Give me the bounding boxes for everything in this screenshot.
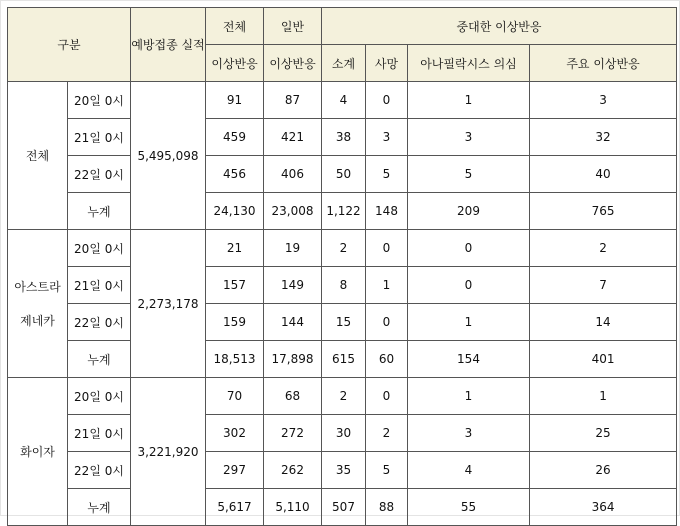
anaphylaxis-cell: 154 <box>408 341 530 378</box>
death-cell: 0 <box>366 378 408 415</box>
header-anaphylaxis: 아나필락시스 의심 <box>408 45 530 82</box>
period-cell: 21일 0시 <box>68 267 131 304</box>
anaphylaxis-cell: 0 <box>408 267 530 304</box>
total-cell: 70 <box>206 378 264 415</box>
general-cell: 406 <box>264 156 322 193</box>
table-row <box>8 230 677 267</box>
period-cell: 누계 <box>68 489 131 526</box>
major-cell: 32 <box>530 119 677 156</box>
total-cell: 18,513 <box>206 341 264 378</box>
anaphylaxis-cell: 1 <box>408 378 530 415</box>
table-row <box>8 452 677 489</box>
sum-cell: 38 <box>322 119 366 156</box>
anaphylaxis-cell: 5 <box>408 156 530 193</box>
anaphylaxis-cell: 3 <box>408 415 530 452</box>
general-cell: 17,898 <box>264 341 322 378</box>
general-cell: 149 <box>264 267 322 304</box>
header-total-line1: 전체 <box>206 8 264 45</box>
table-row <box>8 489 677 526</box>
table-row <box>8 267 677 304</box>
total-cell: 302 <box>206 415 264 452</box>
sum-cell: 50 <box>322 156 366 193</box>
group-label-line2: 제네카 <box>20 313 55 328</box>
death-cell: 0 <box>366 230 408 267</box>
death-cell: 0 <box>366 304 408 341</box>
sum-cell: 2 <box>322 230 366 267</box>
group-label-line1: 화이자 <box>20 444 55 459</box>
anaphylaxis-cell: 1 <box>408 304 530 341</box>
general-cell: 144 <box>264 304 322 341</box>
table-row <box>8 415 677 452</box>
major-cell: 7 <box>530 267 677 304</box>
death-cell: 5 <box>366 156 408 193</box>
sum-cell: 4 <box>322 82 366 119</box>
period-cell: 누계 <box>68 193 131 230</box>
period-cell: 21일 0시 <box>68 415 131 452</box>
vaccination-cell: 5,495,098 <box>131 82 206 230</box>
total-cell: 21 <box>206 230 264 267</box>
death-cell: 2 <box>366 415 408 452</box>
header-vaccination: 예방접종 실적 <box>131 8 206 82</box>
sum-cell: 35 <box>322 452 366 489</box>
header-total-line2: 이상반응 <box>206 45 264 82</box>
table-row <box>8 119 677 156</box>
header-category: 구분 <box>8 8 131 82</box>
total-cell: 297 <box>206 452 264 489</box>
period-cell: 22일 0시 <box>68 156 131 193</box>
major-cell: 3 <box>530 82 677 119</box>
header-sum: 소계 <box>322 45 366 82</box>
general-cell: 5,110 <box>264 489 322 526</box>
death-cell: 148 <box>366 193 408 230</box>
sum-cell: 507 <box>322 489 366 526</box>
table-row <box>8 341 677 378</box>
period-cell: 20일 0시 <box>68 82 131 119</box>
general-cell: 23,008 <box>264 193 322 230</box>
total-cell: 159 <box>206 304 264 341</box>
total-cell: 5,617 <box>206 489 264 526</box>
anaphylaxis-cell: 1 <box>408 82 530 119</box>
group-label-line1: 아스트라 <box>14 279 61 294</box>
total-cell: 157 <box>206 267 264 304</box>
period-cell: 20일 0시 <box>68 378 131 415</box>
vaccination-cell: 2,273,178 <box>131 230 206 378</box>
group-label <box>8 230 68 378</box>
sum-cell: 1,122 <box>322 193 366 230</box>
sum-cell: 2 <box>322 378 366 415</box>
period-cell: 22일 0시 <box>68 452 131 489</box>
sum-cell: 615 <box>322 341 366 378</box>
header-general-line2: 이상반응 <box>264 45 322 82</box>
period-cell: 22일 0시 <box>68 304 131 341</box>
death-cell: 60 <box>366 341 408 378</box>
vaccination-cell: 3,221,920 <box>131 378 206 526</box>
adverse-reaction-table <box>7 7 677 526</box>
death-cell: 88 <box>366 489 408 526</box>
anaphylaxis-cell: 209 <box>408 193 530 230</box>
table-row <box>8 378 677 415</box>
anaphylaxis-cell: 3 <box>408 119 530 156</box>
table-body <box>8 82 677 526</box>
major-cell: 401 <box>530 341 677 378</box>
death-cell: 3 <box>366 119 408 156</box>
table-row <box>8 156 677 193</box>
header-serious: 중대한 이상반응 <box>322 8 677 45</box>
death-cell: 5 <box>366 452 408 489</box>
sum-cell: 8 <box>322 267 366 304</box>
total-cell: 91 <box>206 82 264 119</box>
table-row <box>8 304 677 341</box>
sum-cell: 30 <box>322 415 366 452</box>
major-cell: 2 <box>530 230 677 267</box>
period-cell: 21일 0시 <box>68 119 131 156</box>
general-cell: 272 <box>264 415 322 452</box>
major-cell: 25 <box>530 415 677 452</box>
general-cell: 19 <box>264 230 322 267</box>
major-cell: 26 <box>530 452 677 489</box>
death-cell: 1 <box>366 267 408 304</box>
general-cell: 262 <box>264 452 322 489</box>
general-cell: 87 <box>264 82 322 119</box>
anaphylaxis-cell: 0 <box>408 230 530 267</box>
major-cell: 40 <box>530 156 677 193</box>
total-cell: 456 <box>206 156 264 193</box>
header-major: 주요 이상반응 <box>530 45 677 82</box>
total-cell: 459 <box>206 119 264 156</box>
death-cell: 0 <box>366 82 408 119</box>
general-cell: 421 <box>264 119 322 156</box>
table-row <box>8 82 677 119</box>
anaphylaxis-cell: 55 <box>408 489 530 526</box>
group-label <box>8 82 68 230</box>
group-label-line1: 전체 <box>25 148 50 163</box>
period-cell: 누계 <box>68 341 131 378</box>
general-cell: 68 <box>264 378 322 415</box>
table-row <box>8 193 677 230</box>
period-cell: 20일 0시 <box>68 230 131 267</box>
major-cell: 765 <box>530 193 677 230</box>
anaphylaxis-cell: 4 <box>408 452 530 489</box>
group-label <box>8 378 68 526</box>
major-cell: 1 <box>530 378 677 415</box>
header-death: 사망 <box>366 45 408 82</box>
major-cell: 364 <box>530 489 677 526</box>
sum-cell: 15 <box>322 304 366 341</box>
header-general-line1: 일반 <box>264 8 322 45</box>
total-cell: 24,130 <box>206 193 264 230</box>
major-cell: 14 <box>530 304 677 341</box>
